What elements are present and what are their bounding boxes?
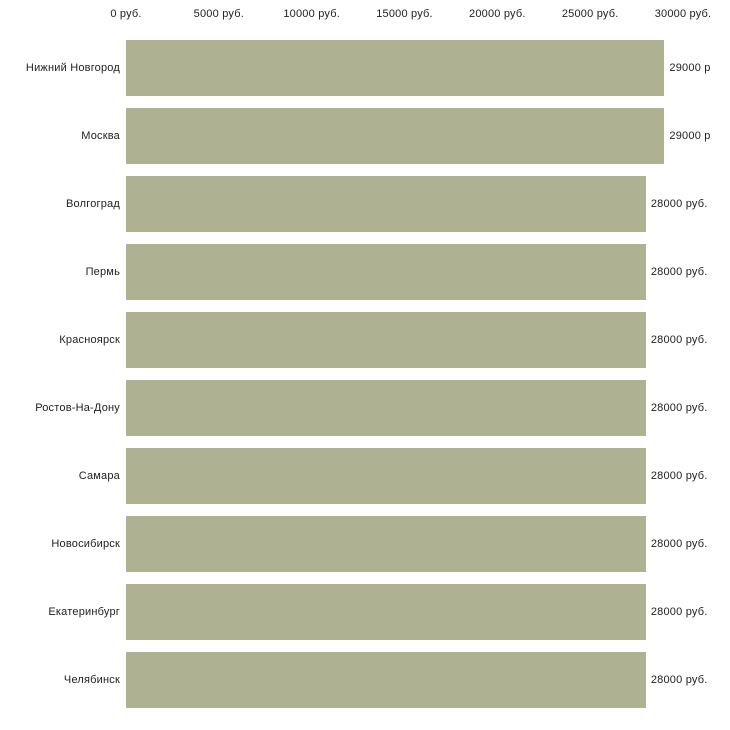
bar[interactable] — [126, 380, 646, 436]
chart-row — [0, 238, 730, 306]
category-label: Волгоград — [66, 198, 120, 210]
chart-row — [0, 170, 730, 238]
category-label-cell — [0, 442, 126, 510]
chart-row — [0, 34, 730, 102]
bar-value-label: 28000 руб. — [650, 198, 708, 210]
bar[interactable] — [126, 448, 646, 504]
category-label-cell — [0, 34, 126, 102]
category-label: Красноярск — [59, 334, 120, 346]
x-axis-tick-label: 25000 руб. — [561, 8, 619, 20]
category-label-cell — [0, 646, 126, 714]
chart-row — [0, 374, 730, 442]
category-label: Екатеринбург — [48, 606, 120, 618]
category-label: Нижний Новгород — [25, 62, 120, 74]
category-label: Москва — [81, 130, 120, 142]
bar-value-label: 28000 руб. — [650, 266, 708, 278]
chart-row — [0, 102, 730, 170]
category-label-cell — [0, 510, 126, 578]
category-label-cell — [0, 170, 126, 238]
bar[interactable] — [126, 40, 664, 96]
bar[interactable] — [126, 584, 646, 640]
bar-value-label: 28000 руб. — [650, 470, 708, 482]
bar-value-label: 29000 р — [669, 62, 711, 74]
category-label: Челябинск — [63, 674, 120, 686]
bar[interactable] — [126, 244, 646, 300]
category-label-cell — [0, 102, 126, 170]
bar-value-label: 29000 р — [669, 130, 711, 142]
chart-row — [0, 510, 730, 578]
category-label-cell — [0, 578, 126, 646]
category-label: Ростов-На-Дону — [35, 402, 120, 414]
bar-value-label: 28000 руб. — [650, 402, 708, 414]
x-axis — [0, 0, 730, 30]
chart-row — [0, 646, 730, 714]
category-label: Пермь — [85, 266, 120, 278]
bar[interactable] — [126, 312, 646, 368]
category-label-cell — [0, 238, 126, 306]
x-axis-tick-label: 20000 руб. — [469, 8, 526, 20]
bar-value-label: 28000 руб. — [650, 606, 708, 618]
category-label-cell — [0, 306, 126, 374]
chart-row — [0, 306, 730, 374]
x-axis-tick-label: 15000 руб. — [376, 8, 433, 20]
x-axis-tick-label: 10000 руб. — [283, 8, 340, 20]
x-axis-tick-label: 5000 руб. — [193, 8, 244, 20]
x-axis-tick-label: 30000 руб. — [654, 8, 712, 20]
x-axis-tick-label: 0 руб. — [110, 8, 142, 20]
bar[interactable] — [126, 176, 646, 232]
category-label-cell — [0, 374, 126, 442]
category-label: Самара — [78, 470, 120, 482]
bar[interactable] — [126, 652, 646, 708]
chart-row — [0, 578, 730, 646]
bar-value-label: 28000 руб. — [650, 538, 708, 550]
bar[interactable] — [126, 108, 664, 164]
chart-row — [0, 442, 730, 510]
plot-area — [0, 30, 730, 730]
bar-value-label: 28000 руб. — [650, 674, 708, 686]
bar[interactable] — [126, 516, 646, 572]
category-label: Новосибирск — [51, 538, 120, 550]
bar-value-label: 28000 руб. — [650, 334, 708, 346]
